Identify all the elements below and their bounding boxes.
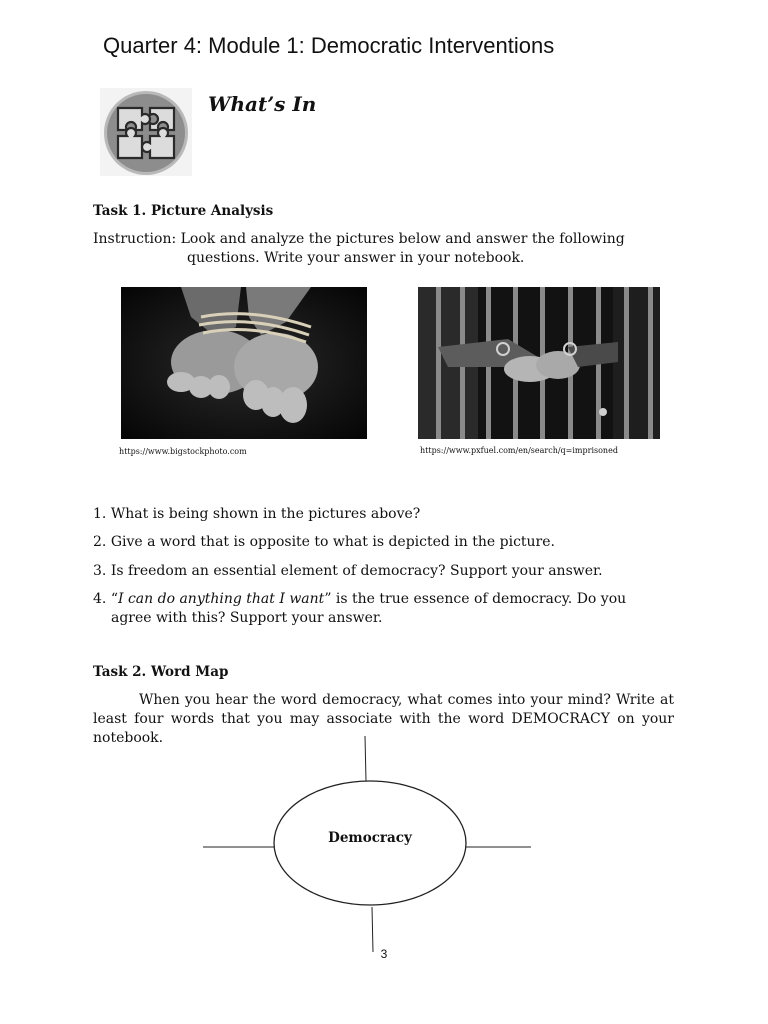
question-text: Give a word that is opposite to what is depicted in the picture. <box>110 534 555 550</box>
question-text: What is being shown in the pictures above? <box>110 506 421 522</box>
question-text: ” is the true essence of democracy. Do you <box>324 591 627 607</box>
image-2-caption: https://www.pxfuel.com/en/search/q=imprisoned <box>420 446 618 455</box>
task2-paragraph: When you hear the word democracy, what comes into your mind? Write at least four words that you may associate with the word DEMOCRACY on your notebook. <box>93 692 674 746</box>
question-number: 1. <box>93 506 107 522</box>
question-text: Is freedom an essential element of democracy? Support your answer. <box>110 563 603 579</box>
image-1-caption: https://www.bigstockphoto.com <box>119 447 247 456</box>
task2-heading: Task 2. Word Map <box>93 664 229 680</box>
question-number: 3. <box>93 563 107 579</box>
page-number: 3 <box>380 947 388 961</box>
module-header: Quarter 4: Module 1: Democratic Interventions <box>103 33 555 58</box>
question-4-line-2: agree with this? Support your answer. <box>111 610 383 626</box>
instruction-line-2: questions. Write your answer in your notebook. <box>187 250 525 266</box>
question-number: 2. <box>93 534 107 550</box>
word-map-center-label: Democracy <box>328 830 412 846</box>
open-quote: “ <box>110 591 118 607</box>
task1-heading: Task 1. Picture Analysis <box>93 203 274 219</box>
quote-text: I can do anything that I want <box>117 591 325 607</box>
word-map-branch-top <box>365 736 366 781</box>
word-map-branch-bottom <box>372 907 373 952</box>
instruction-line-1: Instruction: Look and analyze the pictures below and answer the following <box>93 231 625 247</box>
question-number: 4. <box>93 591 107 607</box>
section-title: What’s In <box>208 92 317 116</box>
